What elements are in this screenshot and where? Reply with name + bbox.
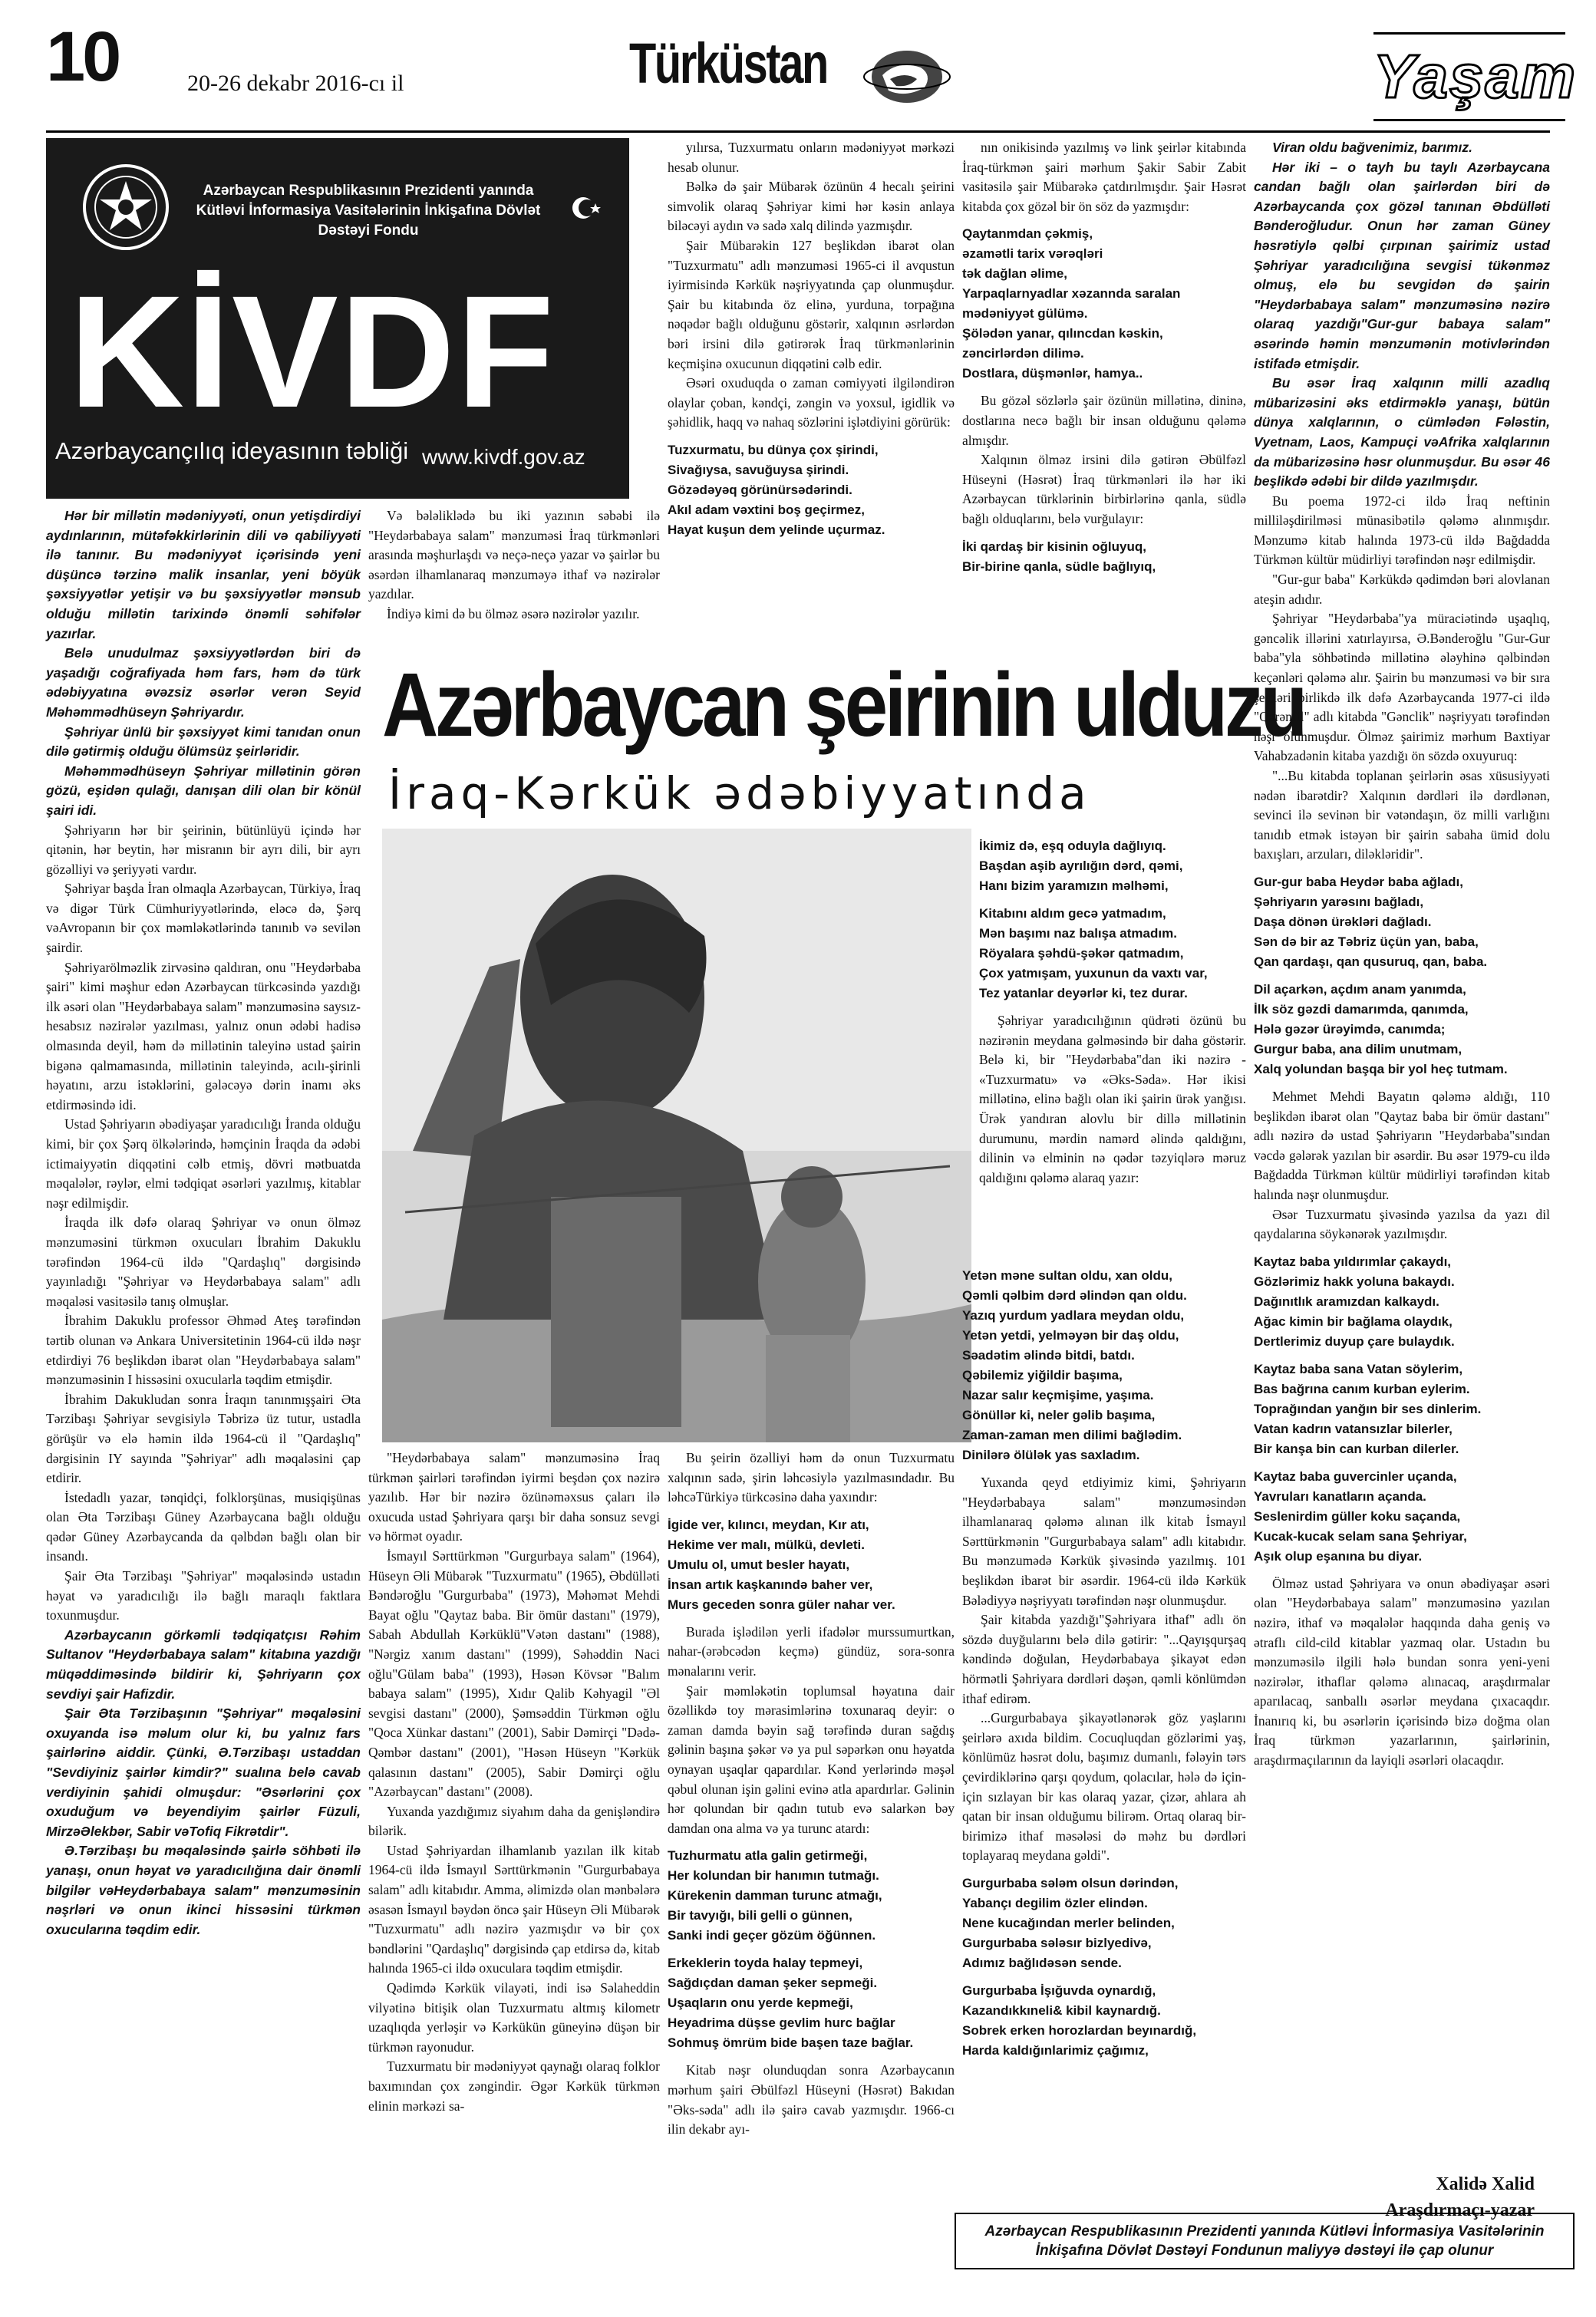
paragraph: Hər bir millətin mədəniyyəti, onun yetişdirdiyi aydınlarının, mütəfəkkirlərinin dili və qabiliyyəti ilə tanınır. Bu mədəniyyət içərisində yeni düşüncə tərzinə malik insanlar, yeni böyük şəxsiyyətlər yetişir və bu şəxsiyyətlər mənsub olduğu millətin tarixində önəmli səhifələr yazırlar.	[46, 508, 361, 641]
paragraph: Şair Əta Tərzibaşı "Şəhriyar" məqaləsində ustadın həyat və yaradıcılığı ilə bağlı maraqlı faktlara toxunmuşdur.	[46, 1568, 361, 1623]
kivdf-url[interactable]: www.kivdf.gov.az	[422, 445, 585, 469]
paragraph: Şəhriyar yaradıcılığının qüdrəti özünü bu nəzirənin meydana gəlməsində bir daha göstərir. Belə ki, bir "Heydərbaba"dan iki nəzirə - «Tuzxurmatu» və «Əks-Səda». Hər ikisi millətinə, elinə bağlı olan iki şairin ürək yanğısı. Ürək yandıran alovlu bir dillə millətinin durumunu, mərdin namərd əlində qaldığını, dilinin və elminin nə qədər təzyiqlərə məruz qaldığını qələmə alaraq yazır:	[979, 1013, 1246, 1185]
column-4-top	[962, 138, 1246, 585]
poem-line: Heyadrima düşse gevlim hurc bağlar	[668, 2015, 895, 2031]
poem-line: Başdan aşib ayrılığın dərd, qəmi,	[979, 859, 1183, 873]
paragraph: Bu gözəl sözlərlə şair özünün millətinə, dininə, dostlarına necə bağlı bir insan olduğunu qələmə almışdır.	[962, 393, 1246, 448]
paragraph: Yuxanda yazdığımız siyahım daha da genişləndirə bilərik.	[368, 1803, 660, 1839]
poem-line: Bir tavyığı, bili gelli o günnen,	[668, 1908, 852, 1923]
poem-line: Yarpaqlarnyadlar xəzannda saralan	[962, 286, 1181, 302]
paragraph: Xalqının ölməz irsini dilə gətirən Əbülfəzl Hüseyni (Həsrət) İraq türkmənləri ilə hər iki Azərbaycan türklərinin birbirlərinə qanla, südlə bağlı olduqlarını, belə vurğulayır:	[962, 452, 1246, 526]
poem-stanza	[962, 1874, 1246, 1973]
poem-line: Sən də bir az Təbriz üçün yan, baba,	[1254, 934, 1479, 949]
poem-line: Adımız bağlıdəsən sende.	[962, 1955, 1122, 1970]
poem-line: Hekime ver malı, mülkü, devleti.	[668, 1537, 866, 1552]
crescent-star-icon	[568, 190, 603, 226]
paragraph: Məhəmmədhüseyn Şəhriyar millətinin görən gözü, eşidən qulağı, danışan dili olan bir könül şairi idi.	[46, 763, 361, 818]
poem-line: Sobrek erken horozlardan beyınardığ,	[962, 2022, 1197, 2038]
headline: Azərbaycan şeirinin ulduzu	[382, 654, 1305, 756]
paragraph: Əsəri oxuduqda o zaman cəmiyyəti ilgiləndirən olaylar çoban, kəndçi, zəngin və yoxsul, igidlik və şəhidlik, haqq və nahaq sözlərini işlətdiyini görürük:	[668, 375, 955, 430]
paragraph: yılırsa, Tuzxurmatu onların mədəniyyət mərkəzi hesab olunur.	[668, 140, 955, 175]
poem-stanza	[979, 836, 1246, 896]
poem-line: Daşa dönən ürəkləri dağladı.	[1254, 914, 1432, 929]
poem-line: Toprağından yanğın bir ses dinlerim.	[1254, 1401, 1482, 1416]
poem-line: Bas bağrına canım kurban eylerim.	[1254, 1381, 1470, 1396]
paragraph: Ustad Şəhriyarın əbədiyaşar yaradıcılığı İranda olduğu kimi, bir çox Şərq ölkələrində, həmçinin İraqda da ədəbi ictimaiyyətin diqqətini cəlb etmiş, dövri mətbuatda məqalələr, rəylər, elmi tədqiqat əsərləri yazılmış, kitablar nəşr edilmişdir.	[46, 1116, 361, 1211]
poem-line: Dostlara, düşmənlər, hamya..	[962, 366, 1143, 381]
poem-line: Dil açarkən, açdım anam yanımda,	[1254, 981, 1466, 997]
paragraph: Ə.Tərzibaşı bu məqaləsində şairlə söhbəti ilə yanaşı, onun həyat və yaradıcılığına dair önəmli bilgilər vəHeydərbabaya salam" mənzuməsinin nəşrləri və onun ikinci hissəsini türkmən oxucularına təqdim edir.	[46, 1843, 361, 1937]
poem-line: Seslenirdim güller koku saçanda,	[1254, 1508, 1461, 1524]
poem-line: Dağınıtlık aramızdan kalkaydı.	[1254, 1294, 1439, 1309]
state-emblem-icon	[80, 161, 172, 253]
poem-line: Kitabını aldım gecə yatmadım,	[979, 906, 1166, 921]
globe-icon	[859, 37, 951, 114]
poem-stanza	[1254, 1360, 1550, 1459]
poem-line: Qəmli qəlbim dərd əlindən qan oldu.	[962, 1288, 1187, 1303]
paragraph: "Heydərbabaya salam" mənzuməsinə İraq türkmən şairləri tərəfindən iyirmi beşdən çox nəzirə yazılıb. Hər bir nəzirə özünəməxsus çaları ilə oxucuda ustad Şəhriyara qarşı bir daha sonsuz sevgi və hörmət oyadır.	[368, 1450, 660, 1544]
poem-line: Mən başımı naz balışa atmadım.	[979, 926, 1177, 941]
poem-line: Bir kanşa bin can kurban dilerler.	[1254, 1441, 1459, 1456]
poem-line: Sanki indi geçer gözüm öğünnen.	[668, 1928, 876, 1943]
poem-line: Xalq yolundan başqa bir yol heç tutmam.	[1254, 1061, 1508, 1076]
poem-line: Murs geceden sonra güler nahar ver.	[668, 1597, 895, 1612]
paragraph: Mehmet Mehdi Bayatın qələmə aldığı, 110 beşlikdən ibarət olan "Qaytaz baba bir ömür dastanı" adlı nəzirə də ustad Şəhriyarın "Heydərbaba"sından vəcdə gələrək yazılan bir əsərdir. Bu əsər 1979-cu ildə Bağdadda Türkmən kültür müdirliyi tərəfindən kitab halında nəşr olunmuşdur.	[1254, 1088, 1550, 1202]
poem-stanza	[962, 537, 1246, 577]
poem-stanza	[979, 904, 1246, 1004]
paragraph: Bu əsər İraq xalqının milli azadlıq mübarizəsini əks etdirməklə yanaşı, bütün dünya xalqlarının, o cümlədən Fələstin, Vyetnam, Laos, Kampuçi vəAfrika xalqlarının da mübarizəsinə həsr olunmuşdur. Bu əsər 46 beşlikdə ədəbi bir dildə yazılmışdır.	[1254, 375, 1550, 489]
poem-line: Bir-birine qanla, südle bağlıyıq,	[962, 559, 1156, 574]
paragraph: Hər iki – o tayh bu taylı Azərbaycana candan bağlı olan şairlərdən biri də Azərbaycanda çox gözəl tanınan Əbdülləti Bənderoğludur. Onun hər zaman Güney həsrətiylə qəlbi çırpınan şairimiz ustad Şəhriyar yaradıcılığına sevgisi tükənməz olmuş, elə bu sevgidən də şairin "Heydərbabaya salam" mənzuməsinə nəzirə olaraq yazdığı"Gur-gur babaya salam" əsərində həmin mənzumənin motivlərindən istifadə etmişdir.	[1254, 159, 1550, 371]
paragraph: Azərbaycanın görkəmli tədqiqatçısı Rəhim Sultanov "Heydərbabaya salam" kitabına yazdığı müqəddiməsində bildirir ki, Şəhriyarın çox sevdiyi şair Hafizdir.	[46, 1627, 361, 1702]
column-5	[1254, 138, 1550, 1771]
poem-line: Qan qardaşı, qan qusuruq, qan, baba.	[1254, 954, 1488, 969]
poem-line: Kazandıkkıneli& kibil kaynardığ.	[962, 2002, 1161, 2018]
paragraph: Belə unudulmaz şəxsiyyətlərdən biri də yaşadığı coğrafiyada həm fars, həm də türk ədəbiyyatına əvəzsiz əsərlər verən Seyid Məhəmmədhüseyn Şəhriyardır.	[46, 645, 361, 720]
poem-line: Gurgurbaba sələm olsun dərindən,	[962, 1875, 1179, 1890]
paragraph: İstedadlı yazar, tənqidçi, folklorşünas, musiqişünas olan Əta Tərzibaşı Güney Azərbaycana bağlı olduğu qədər Güney Azərbaycanda da qəlbdən bağlı olan bir insandı.	[46, 1489, 361, 1564]
column-2-bottom	[368, 1449, 660, 2116]
paragraph: İraqda ilk dəfə olaraq Şəhriyar və onun ölməz mənzuməsini türkmən oxucuları İbrahim Dakuklu tərəfindən 1964-cü ildə "Qardaşlıq" dərgisində yayınladığı "Şəhriyar və Heydərbabaya salam" adlı məqaləsi vasitəsilə tanış olmuşlar.	[46, 1215, 361, 1309]
poem-line: Kucak-kucak selam sana Şehriyar,	[1254, 1528, 1467, 1544]
poem-line: zəncirlərdən dilimə.	[962, 346, 1084, 361]
poem-line: mədəniyyət gülümə.	[962, 306, 1088, 321]
poem-line: İlk söz gəzdi damarımda, qanımda,	[1254, 1001, 1469, 1017]
kivdf-org-name: Azərbaycan Respublikasının Prezidenti yanında Kütləvi İnformasiya Vasitələrinin İnkişafına Dövlət Dəstəyi Fondu	[196, 183, 541, 239]
poem-line: Sohmuş ömrüm bide başen taze bağlar.	[668, 2035, 914, 2051]
poem-line: Nene kucağından merler belinden,	[962, 1915, 1175, 1930]
paragraph: İsmayıl Sərttürkmən "Gurgurbaya salam" (1964), Hüseyn Əli Mübarək "Tuzxurmatu" (1965), Əbdülləti Bəndəroğlu "Gurgurbaba" (1973), Məhəmət Mehdi Bayat oğlu "Qaytaz baba. Bir ömür dastanı" (1979), Sabah Abdullah Kərküklü"Vətən dastanı" (1988), "Nərgiz xanım dastanı" (1999), Səhəddin Naci oğlu"Gülam baba" (1993), Həsən Kövsər "Balım babaya salam" (1995), Xıdır Qalib Kəhyagil "Əl sevgisi dastanı" (2000), Şəmsəddin Türkmən oğlu "Qoca Xünkar dastanı" (2001), Sabir Dəmirçi "Dədə-Qəmbər dastanı" (2001), "Həsən Hüseyn "Kərkük qalasının dastanı" (2005), Sabir Dəmirçi oğlu "Azərbaycan" dastanı" (2008).	[368, 1547, 660, 1800]
poem-line: Gur-gur baba Heydər baba ağladı,	[1254, 874, 1464, 889]
poem-line: Yazıq yurdum yadlara meydan oldu,	[962, 1308, 1185, 1323]
poem-line: Qəbilemiz yiğildir başıma,	[962, 1368, 1123, 1383]
column-3-bottom	[668, 1449, 955, 2140]
paragraph: Şəhriyar ünlü bir şəxsiyyət kimi tanıdan onun dilə gətirmiş olduğu ölümsüz şeirləridir.	[46, 723, 361, 760]
poem-line: İgide ver, kılıncı, meydan, Kır atı,	[668, 1517, 869, 1532]
paragraph: Şair Əta Tərzibaşının "Şəhriyar" məqaləsini oxuyanda isə məlum olur ki, bu yalnız fars şairlərinə aiddir. Çünki, Ə.Tərzibaşı ustaddan "Sevdiyiniz şairlər kimdir?" sualına belə cavab verdiyinin şahidi olmuşdur: "Əsərlərini çox oxuduğum və beyendiyim şairlər Füzuli, MirzəƏlekbər, Sabir vəTofiq Fikrətdir".	[46, 1706, 361, 1839]
paragraph: nın onikisində yazılmış və link şeirlər kitabında İraq-türkmən şairi mərhum Şakir Sabir Zabit vasitəsilə şair Mübarəkə çatdırılmışdır. Şair Həsrət kitabda çox gözəl bir ön söz də yazmışdır:	[962, 140, 1246, 214]
poem-line: Çox yatmışam, yuxunun da vaxtı var,	[979, 966, 1208, 981]
poem-line: Gurgurbaba İşığuvda oynardığ,	[962, 1982, 1156, 1998]
paragraph: ...Gurgurbabaya şikayətlənərək göz yaşlarını şeirlərə axıda bildim. Cocuqluqdan gözlərimi yaş, könlümüz həsrət dolu, başımız dumanlı, fələyin tərs çevirdiklərinə qarşı qoydum, qolacılar, hələ də için-için sızlayan bir kas olaraq yazar, çizər, ahlara ah qatan bir insan olduğumu bilirəm. Ortaq olaraq bir-birimizə ithaf məsələsi də məhz bu dərdləri toplayaraq meydana gəldi".	[962, 1710, 1246, 1864]
poem-stanza	[1254, 980, 1550, 1079]
poem-line: Kaytaz baba sana Vatan söylerim,	[1254, 1361, 1463, 1376]
column-2-top	[368, 506, 660, 625]
poem-line: Umulu ol, umut besler hayatı,	[668, 1557, 850, 1572]
paragraph: Şair Mübarəkin 127 beşlikdən ibarət olan "Tuzxurmatu" adlı mənzuməsi 1965-ci il avqustun iyirmisində Kərkük nəşriyyatında çap olunmuşdur. Şair bu kitabında öz elinə, yurduna, torpağına nəqədər bağlı olduğunu göstərir, xalqının əsrlərdən bəri irsini dilə gətirərək İraq türkmənlərinin keçmişinə oxucunun diqqətini cəlb edir.	[668, 237, 955, 371]
paragraph: Və bələliklədə bu iki yazının səbəbi ilə "Heydərbabaya salam" mənzuməsi İraq türkmənləri arasında məşhurlaşdı və neçə-neçə yazar və şairlər bu əsərdən ilhamlanaraq mənzuməyə ithaf və nəzirələr yazdılar.	[368, 508, 660, 602]
poem-stanza	[668, 1515, 955, 1615]
poem-line: Tuzxurmatu, bu dünya çox şirindi,	[668, 442, 879, 457]
poem-line: Nazar salır keçmişime, yaşıma.	[962, 1388, 1154, 1402]
poem-stanza	[962, 224, 1246, 384]
paragraph: Şair məmləkətin toplumsal həyatına dair özəllikdə toy mərasimlərinə toxunaraq deyir: o zaman damda bəyin sağ tərəfində duran sağdış gəlinin başına şəkər və ya pul səpərkən onu həyatda oynayan uşaqlar qapardılar. Kənd yerlərində məşəl qəbul olunan işin gəlini evinə atla apardırlar. Gəlinin hər qolundan bir qadın tutub evə salarkən bəy damdan ona alma və ya turunc atardı:	[668, 1683, 955, 1836]
poem-stanza	[668, 440, 955, 540]
poem-stanza	[962, 1981, 1246, 2061]
poem-line: əzamətli tarix vərəqləri	[962, 246, 1103, 262]
poem-line: Kaytaz baba guvercinler uçanda,	[1254, 1468, 1457, 1484]
poem-line: Aşık olup eşanına bu diyar.	[1254, 1548, 1423, 1564]
paragraph: Şəhriyar "Heydərbaba"ya müraciətində uşaqlıq, gəncəlik illərini xatırlayırsa, Ə.Bənderoğlu "Gur-Gur baba"yla söhbətində millətinə ələyhinə qəlbindən keçənləri qələmə alır. Şairin bu mənzuməsi və bir sıra şeirləri birlikdə ilk dəfə Azərbaycanda 1977-ci ildə "Qərənfil" adlı kitabda "Gənclik" nəşriyyatı tərəfindən nəşr olunmuşdur. Ölməz şairimiz mərhum Baxtiyar Vahabzadənin kitaba yazdığı ön sözdə oxuyuruq:	[1254, 611, 1550, 764]
header-divider	[46, 130, 1550, 133]
poem-line: Yetən yetdi, yelməyən bir daş oldu,	[962, 1328, 1179, 1343]
paragraph: Əsər Tuzxurmatu şivəsində yazılsa da yazı dil qaydalarına söykənərək yazılmışdır.	[1254, 1206, 1550, 1242]
poem-line: Hanı bizim yaramızın məlhəmi,	[979, 878, 1169, 893]
masthead-title: Türküstan	[629, 31, 827, 95]
masthead	[629, 31, 982, 123]
author-name: Xalidə Xalid	[1436, 2174, 1535, 2194]
paragraph: "...Bu kitabda toplanan şeirlərin əsas xüsusiyyəti nədən ibarətdir? Xalqının dərdləri ilə dərdlənən, sevinci ilə sevinən bir vətəndaşın, öz milli varlığını tanıdıb etmək istəyən bir şairin sabaha ümid dolu baxışları, arzuları, diləkləridir".	[1254, 768, 1550, 862]
poem-line: İki qardaş bir kisinin oğluyuq,	[962, 539, 1146, 554]
poem-line: Gönüllər ki, neler gəlib başıma,	[962, 1408, 1156, 1422]
poem-line: Erkeklerin toyda halay tepmeyi,	[668, 1956, 863, 1971]
issue-date: 20-26 dekabr 2016-cı il	[187, 71, 404, 96]
footer-notice: Azərbaycan Respublikasının Prezidenti yanında Kütləvi İnformasiya Vasitələrinin İnkişafına Dövlət Dəstəyi Fondunun maliyyə dəstəyi ilə çap olunur	[955, 2213, 1575, 2269]
paragraph: Bəlkə də şair Mübarək özünün 4 hecalı şeirini simvolik olaraq Şəhriyar kimi hər kəsin anlaya biləcəyi aydın və sadə xalq dilində yazmışdır.	[668, 179, 955, 234]
poem-line: tək dağlan əlime,	[962, 266, 1067, 282]
paragraph: İbrahim Dakuklu professor Əhməd Ateş tərəfindən tərtib olunan və Ankara Universitetinin 1964-cü ildə nəşr etdirdiyi 76 beşlikdən ibarət olan "Heydərbabaya salam" mənzuməsinin I hissəsini oxucularla təqdim etmişdir.	[46, 1313, 361, 1388]
column-4-mid	[979, 829, 1246, 1188]
paragraph: Bu şeirin özəlliyi həm də onun Tuzxurmatu xalqının sadə, şirin ləhcəsiylə yazılmasındadır. Bu ləhcəTürkiyə türkcəsinə daha yaxındır:	[668, 1450, 955, 1505]
paragraph: Viran oldu bağvenimiz, barımız.	[1272, 140, 1472, 155]
poem-line: Dertlerimiz duyup çare bulaydık.	[1254, 1333, 1455, 1349]
paragraph: "Gur-gur baba" Kərkükdə qədimdən bəri alovlanan ateşin adıdır.	[1254, 572, 1550, 607]
shahriyar-bust-photo	[382, 829, 971, 1442]
poem-line: Şölədən yanar, qılıncdan kəskin,	[962, 326, 1163, 341]
poem-stanza	[962, 1266, 1246, 1465]
poem-line: Səadətim əlində bitdi, batdı.	[962, 1348, 1135, 1363]
poem-line: Dinilərə ölülək yas saxladım.	[962, 1448, 1140, 1462]
paragraph: Şəhriyarölməzlik zirvəsinə qaldıran, onu "Heydərbaba şairi" kimi məşhur edən Azərbaycan türkcəsində yazdığı ilk əsəri olan "Heydərbabaya salam" mənzuməsinə saysız-hesabsız nəzirələr yazılması, yalnız onun ədəbi hadisə olmasında deyil, həm də millətinin taleyinə ustad şairin bigənə qalmamasında, millətinin taleyində, acılı-şirinli həyatını, arzu istəklərini, gələcəyə dərin inamı əks etdirməsində idi.	[46, 959, 361, 1112]
poem-line: Sivağıysa, savuğuysa şirindi.	[668, 462, 849, 477]
poem-line: Gurgur baba, ana dilim unutmam,	[1254, 1041, 1462, 1056]
poem-line: Kürekenin damman turunc atmağı,	[668, 1888, 882, 1903]
poem-line: Gözədəyəq görünürsədərindi.	[668, 482, 852, 497]
poem-line: Röyalara şəhdü-şəkər qatmadım,	[979, 946, 1184, 961]
poem-stanza	[1254, 1252, 1550, 1352]
poem-line: Ağac kimin bir bağlama olaydık,	[1254, 1313, 1453, 1329]
poem-stanza	[668, 1953, 955, 2053]
poem-line: Şəhriyarın yarəsını bağladı,	[1254, 894, 1424, 909]
kivdf-tagline: Azərbaycançılıq ideyasının təbliği	[55, 437, 409, 464]
poem-line: Yavruları kanatların açanda.	[1254, 1488, 1426, 1504]
poem-line: Yetən məne sultan oldu, xan oldu,	[962, 1268, 1172, 1283]
poem-line: İkimiz də, eşq oduyla dağlıyıq.	[979, 839, 1166, 853]
paragraph: Yuxanda qeyd etdiyimiz kimi, Şəhriyarın "Heydərbabaya salam" mənzuməsindən ilhamlanaraq qələmə alınan ilk kitab İsmayıl Sərttürkmənin "Gurgurbabaya salam" adlı kitabıdır. Bu mənzumədə Kərkük şivəsində yazılmış. 101 beşlikdən ibarət bir əsərdir. 1964-cü ildə Kərkük Bələdiyyə nəşriyyatı tərəfindən nəşr olunmuşdur.	[962, 1475, 1246, 1608]
paragraph: Şair kitabda yazdığı"Şəhriyara ithaf" adlı ön sözdə duyğularını belə dilə gətirir: "...Qayışqurşaq kəndində doğulan, Heydərbabaya şikayət edən hörmətli Şəhriyara dərdləri dəşən, qəmli könlümdən ithaf edirəm.	[962, 1612, 1246, 1706]
poem-line: Gözlərimiz hakk yoluna bakaydı.	[1254, 1274, 1455, 1289]
poem-line: Harda kaldığınlarimiz çağımız,	[962, 2042, 1149, 2058]
paragraph: Qədimdə Kərkük vilayəti, indi isə Səlaheddin vilyətinə bitişik olan Tuzxurmatu altmış kilometr uzaqlıqda yerləşir və Kərkükün güneyinə düşən bir türkmən rayonudur.	[368, 1980, 660, 2055]
kivdf-ad	[46, 138, 629, 499]
paragraph: Şəhriyarın hər bir şeirinin, bütünlüyü içində hər qitənin, hər beytin, hər misranın bir ayrı dili, bir ayrı gözəlliyi və şeriyyəti vardır.	[46, 822, 361, 877]
poem-line: Zaman-zaman men dilimi bağlədim.	[962, 1428, 1182, 1442]
poem-line: Gurgurbaba sələsır bizlyedivə,	[962, 1935, 1152, 1950]
paragraph: Burada işlədilən yerli ifadələr murssumurtkan, nahar-(ərəbcədən keçmə) gündüz, sora-sonra mənalarını verir.	[668, 1623, 955, 1679]
poem-line: Uşaqların onu yerde kepmeği,	[668, 1996, 853, 2011]
column-3-top	[668, 138, 955, 548]
paragraph: İbrahim Dakukludan sonra İraqın tanınmışşairi Əta Tərzibaşı Şəhriyar sevgisiylə Təbrizə üz tutur, ustadla görüşür və elə həmin ildə 1964-cü il "Qardaşlıq" dərgisinin IY sayında "Şəhriyar" adlı məqaləsini çap etdirir.	[46, 1391, 361, 1486]
kivdf-logo-text: KİVDF	[69, 263, 556, 441]
poem-line: İnsan artık kaşkanındə baher ver,	[668, 1577, 873, 1592]
paragraph: İndiyə kimi də bu ölməz əsərə nəzirələr yazılır.	[387, 605, 640, 621]
poem-line: Hayat kuşun dem yelinde uçurmaz.	[668, 522, 885, 537]
column-1	[46, 506, 361, 1940]
paragraph: Şəhriyar başda İran olmaqla Azərbaycan, Türkiyə, İraq və digər Türk Cümhuriyyətlərində, eləcə də, Şərq vəAvropanın bir çox məmləkətlərində tanınıb və sevilən şairdir.	[46, 881, 361, 956]
poem-line: Her kolundan bir hanımın tutmağı.	[668, 1868, 879, 1884]
poem-stanza	[668, 1846, 955, 1946]
poem-line: Hələ gəzər ürəyimdə, canımda;	[1254, 1021, 1446, 1037]
poem-line: Tez yatanlar deyərlər ki, tez durar.	[979, 986, 1188, 1000]
column-4-bottom	[962, 1258, 1246, 2068]
paragraph: Kitab nəşr olunduqdan sonra Azərbaycanın mərhum şairi Əbülfəzl Hüseyni (Həsrət) Bakıdan "Əks-səda" adlı ilə şairə cavab yazmışdır. 1966-cı ilin dekabr ayı-	[668, 2062, 955, 2137]
paragraph: Tuzxurmatu bir mədəniyyət qaynağı olaraq folklor baxımından çox zəngindir. Əgər Kərkük türkmən elinin mərkəzi sa-	[368, 2058, 660, 2114]
page-number: 10	[46, 18, 119, 96]
subheadline: İraq-Kərkük ədəbiyyatında	[388, 767, 1091, 819]
paragraph: Ustad Şəhriyardan ilhamlanıb yazılan ilk kitab 1964-cü ildə İsmayıl Sərttürkmənin "Gurgurbabaya salam" adlı kitabıdır. Amma, əlimizdə olan mənbələrə əsasən İsmayıl bəydən öncə şair Hüseyn Əli Mübarək "Tuzxurmatu" adlı nəzirə yazmışdır və bir çox bəndlərini "Qardaşlıq" dərgisində çap etdirsə də, kitab halında 1965-ci ildə oxuculara təqdim etmişdir.	[368, 1842, 660, 1976]
poem-stanza	[1254, 1467, 1550, 1567]
poem-line: Qaytanmdan çəkmiş,	[962, 226, 1093, 242]
author-role: Araşdırmaçı-yazar	[1385, 2200, 1535, 2220]
poem-line: Vatan kadrın vatansızlar bilerler,	[1254, 1421, 1453, 1436]
paragraph: Bu poema 1972-ci ildə İraq neftinin milliləşdirilməsi münasibətilə qələmə alınmışdır. Mənzumə kitab halında 1973-cü ildə Bağdadda Türkmən kültür müdirliyi tərəfindən nəşr edilmişdir.	[1254, 493, 1550, 568]
poem-line: Sağdıçdan daman şeker sepmeği.	[668, 1976, 878, 1991]
poem-stanza	[1254, 872, 1550, 972]
poem-line: Akıl adam vəxtini boş geçirmez,	[668, 502, 865, 517]
paragraph: Ölməz ustad Şəhriyara və onun əbədiyaşar əsəri olan "Heydərbabaya salam" mənzuməsinə yazılan nəzirə, ithaf və məqalələr haqqında daha geniş və ətraflı cild-cild kitablar yazmaq olar. Ustadın bu mənzuməsilə ilgili hələ bundan sonra yeni-yeni nəzirələr, ithaflar qələmə alınacaq, araşdırmalar aparılacaq, sanballı əsərlər meydana çıxacaqdır. İnanırıq ki, bu əsərlərin içərisində bizə doğma olan İraq türkmən yazarlarının, şairlərinin, araşdırmaçılarının da layiqli əsərləri olacaqdır.	[1254, 1575, 1550, 1768]
section-title: Yaşam	[1373, 32, 1565, 121]
poem-line: Yabançı degilim özler elindən.	[962, 1895, 1148, 1910]
poem-line: Tuzhurmatu atla galin getirmeği,	[668, 1848, 868, 1864]
poem-line: Kaytaz baba yıldırımlar çakaydı,	[1254, 1254, 1452, 1269]
section-header	[1373, 32, 1577, 117]
